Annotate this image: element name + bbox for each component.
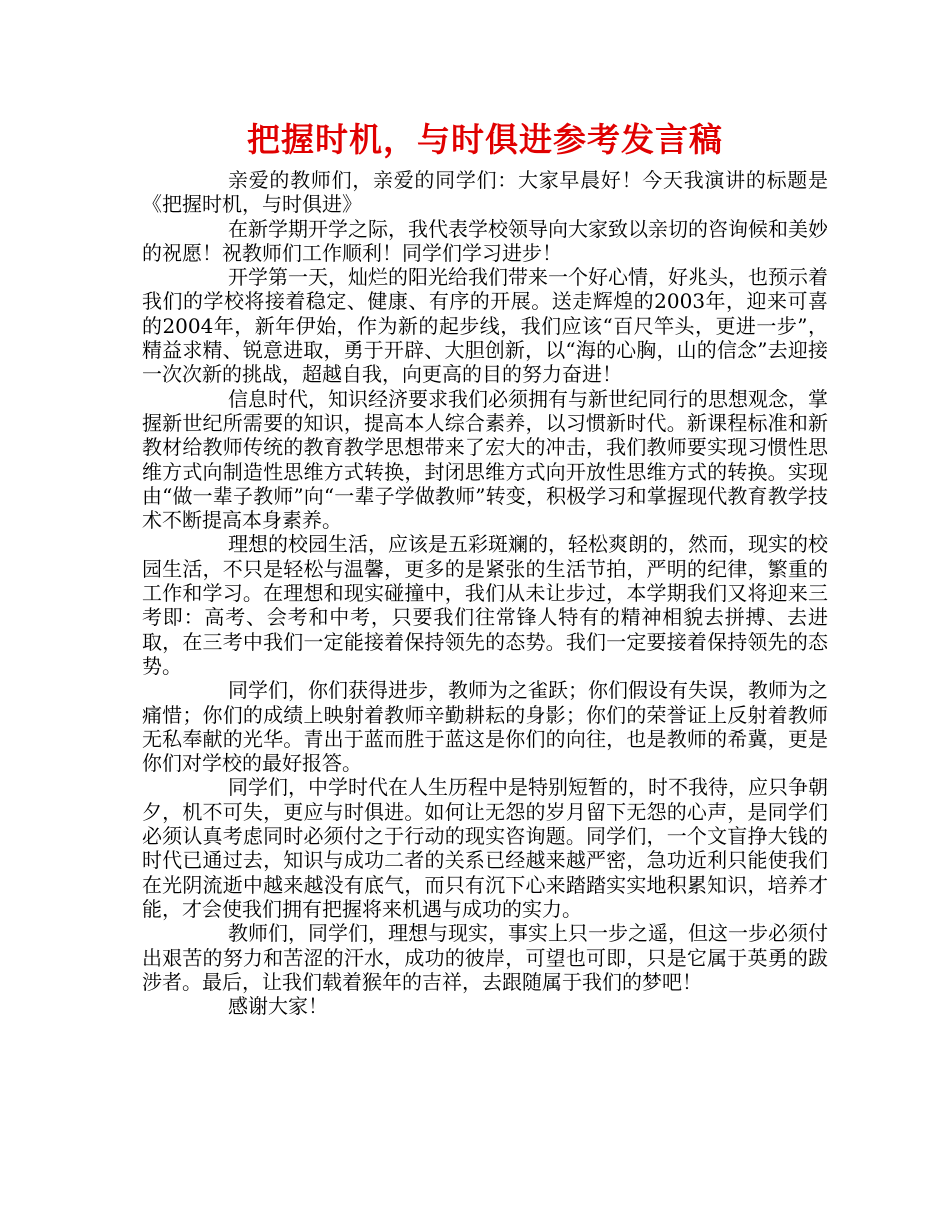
paragraph-campus-life: 理想的校园生活，应该是五彩斑斓的，轻松爽朗的，然而，现实的校园生活，不只是轻松与温馨，更多的是紧张的生活节拍，严明的纪律，繁重的工作和学习。在理想和现实碰撞中，我们从未让步过，本学期我们又将迎来三考即：高考、会考和中考，只要我们往常锋人特有的精神相貌去拼搏、去进取，在三考中我们一定能接着保持领先的态势。我们一定要接着保持领先的态势。 <box>142 532 828 678</box>
document-title: 把握时机，与时俱进参考发言稿 <box>247 120 723 159</box>
paragraph-wishes: 在新学期开学之际，我代表学校领导向大家致以亲切的咨询候和美妙的祝愿！祝教师们工作顺利！同学们学习进步！ <box>142 216 828 265</box>
paragraph-greeting: 亲爱的教师们，亲爱的同学们：大家早晨好！今天我演讲的标题是《把握时机，与时俱进》 <box>142 168 828 217</box>
document-page <box>142 118 828 1018</box>
paragraph-new-year: 开学第一天，灿烂的阳光给我们带来一个好心情，好兆头，也预示着我们的学校将接着稳定、健康、有序的开展。送走辉煌的2003年，迎来可喜的2004年，新年伊始，作为新的起步线，我们应该“百尺竿头，更进一步”，精益求精、锐意进取，勇于开辟、大胆创新，以“海的心胸，山的信念”去迎接一次次新的挑战，超越自我，向更高的目的努力奋进！ <box>142 265 828 387</box>
paragraph-information-age: 信息时代，知识经济要求我们必须拥有与新世纪同行的思想观念，掌握新世纪所需要的知识，提高本人综合素养，以习惯新时代。新课程标准和新教材给教师传统的教育教学思想带来了宏大的冲击，我们教师要实现习惯性思维方式向制造性思维方式转换，封闭思维方式向开放性思维方式的转换。实现由“做一辈子教师”向“一辈子学做教师”转变，积极学习和掌握现代教育教学技术不断提高本身素养。 <box>142 386 828 533</box>
paragraph-conclusion: 教师们，同学们，理想与现实，事实上只一步之遥，但这一步必须付出艰苦的努力和苦涩的汗水，成功的彼岸，可望也可即，只是它属于英勇的跋涉者。最后，让我们载着猴年的吉祥，去跟随属于我们的梦吧！ <box>142 921 828 994</box>
paragraph-thanks: 感谢大家！ <box>228 994 328 1019</box>
paragraph-students-progress: 同学们，你们获得进步，教师为之雀跃；你们假设有失误，教师为之痛惜；你们的成绩上映射着教师辛勤耕耘的身影；你们的荣誉证上反射着教师无私奉献的光华。青出于蓝而胜于蓝这是你们的向往，也是教师的希冀，更是你们对学校的最好报答。 <box>142 678 828 776</box>
paragraph-high-school-time: 同学们，中学时代在人生历程中是特别短暂的，时不我待，应只争朝夕，机不可失，更应与时俱进。如何让无怨的岁月留下无怨的心声，是同学们必须认真考虑同时必须付之于行动的现实咨询题。同学们，一个文盲挣大钱的时代已通过去，知识与成功二者的关系已经越来越严密，急功近利只能使我们在光阴流逝中越来越没有底气，而只有沉下心来踏踏实实地积累知识，培养才能，才会使我们拥有把握将来机遇与成功的实力。 <box>142 775 828 921</box>
